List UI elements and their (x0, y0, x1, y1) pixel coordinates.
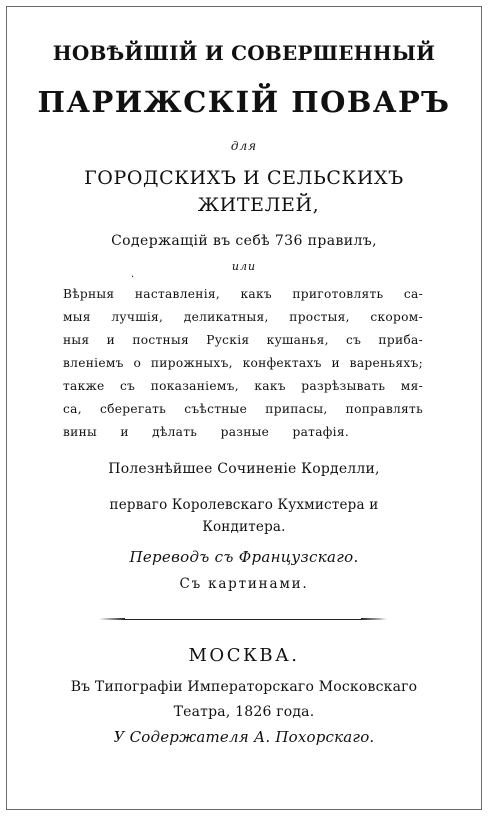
description-line-7: вины и дѣлать разные ратафія. (63, 425, 349, 439)
translation-note: Переводъ съ Французскаго. (129, 548, 359, 566)
contents-line: Содержащій въ себѣ 736 правилъ, (111, 233, 377, 249)
description-line-5: также съ показаніемъ, какъ разрѣзывать мя- (63, 379, 423, 393)
title-line-1: НОВѢЙШІЙ И СОВЕРШЕННЫЙ (52, 41, 436, 65)
ornamental-rule (125, 619, 361, 620)
description-line-4: вленіемъ о пирожныхъ, конфектахъ и вареньяхъ; (63, 356, 423, 370)
composition-line-2: перваго Королевскаго Кухмистера и (109, 497, 379, 513)
ink-speck: · (131, 272, 135, 283)
imprint-line-1: Въ Типографіи Императорскаго Московскаго (70, 679, 418, 695)
composition-line-1: Полезнѣйшее Сочиненіе Корделли, (108, 461, 380, 477)
description-line-6: са, сберегать съѣстные припасы, поправлять (63, 402, 423, 416)
description-line-2: мыя лучшія, деликатныя, простыя, скором- (63, 310, 423, 324)
description-line-1: Вѣрныя наставленія, какъ приготовлять са- (63, 287, 423, 301)
composition-line-3: Кондитера. (202, 519, 286, 535)
imprint-city: МОСКВА. (188, 645, 300, 666)
or-word: или (231, 260, 257, 273)
audience-line-1: ГОРОДСКИХЪ И СЕЛЬСКИХЪ (84, 167, 404, 189)
for-word: для (230, 139, 258, 153)
audience-line-2: ЖИТЕЛЕЙ, (197, 194, 320, 216)
illustrations-note: Съ картинами. (179, 576, 309, 592)
title-line-2: ПАРИЖСКІЙ ПОВАРЪ (37, 85, 451, 119)
imprint-line-2: Театра, 1826 года. (173, 704, 315, 720)
title-page (6, 6, 482, 810)
description-line-3: ныя и постныя Рускія кушанья, съ приба- (63, 333, 423, 347)
imprint-line-3: У Содержателя А. Похорскаго. (113, 728, 375, 746)
